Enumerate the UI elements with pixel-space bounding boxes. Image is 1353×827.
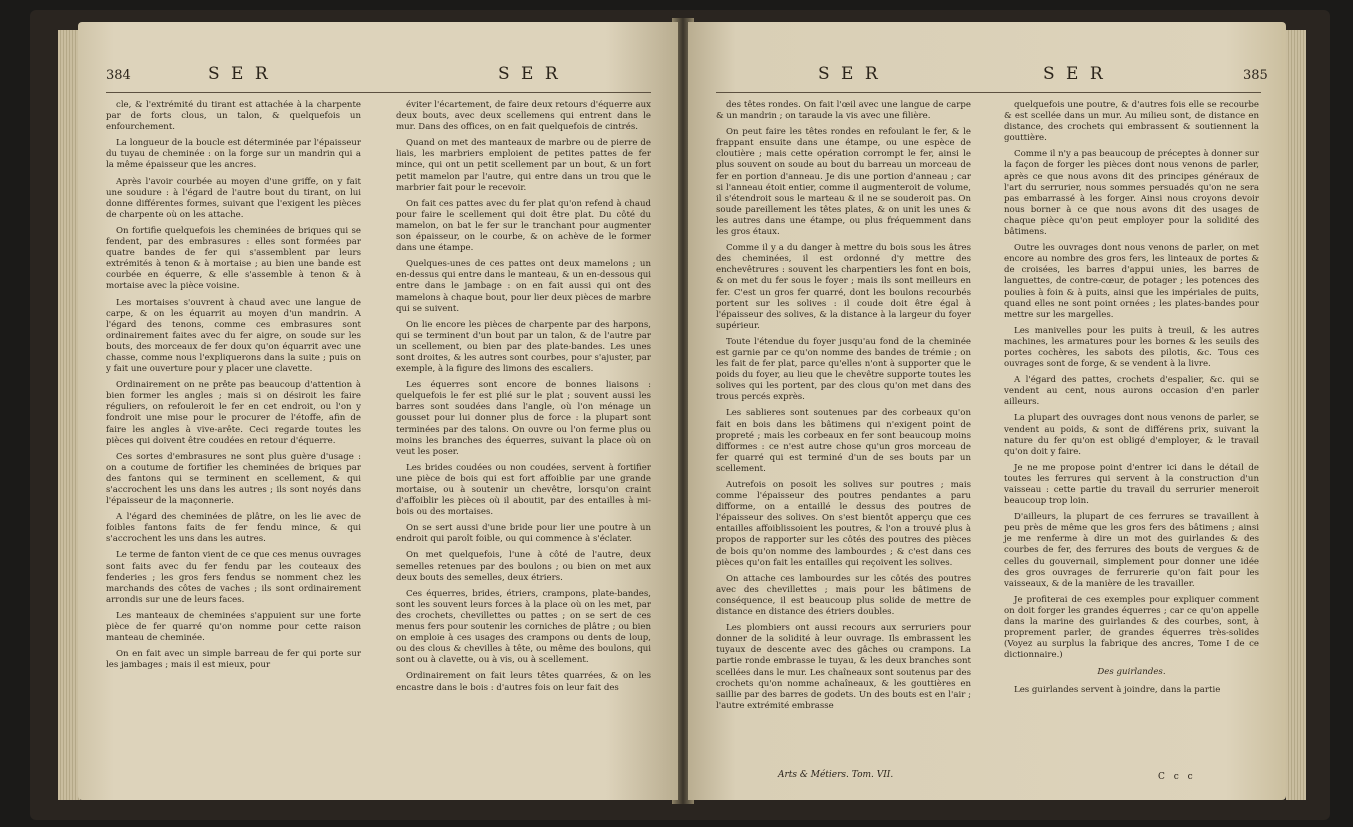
paragraph: Ordinairement on fait leurs têtes quarrées, & on les encastre dans le bois : d'autres fois on leur fait des: [396, 671, 651, 693]
paragraph: Ces équerres, brides, étriers, crampons, plate-bandes, sont les souvent leurs forces à la place où on les met, par des crochets, chevillettes ou pattes ; on se sert de ces menus fers pour soutenir les corniches de plâtre ; ou bien on emploie à ces usages des crampons ou dents de loup, ou des clous & chevilles à tête, ou même des boulons, qui sont ou à clavette, ou à vis, ou à scellement.: [396, 588, 651, 666]
page-edges-right: [1286, 30, 1306, 800]
paragraph: On peut faire les têtes rondes en refoulant le fer, & le frappant ensuite dans une étampe, ou une espèce de cloutière ; mais cette opération corrompt le fer, ainsi le plus souvent on soude au bout du barreau un morceau de fer en portion d'anneau. Je dis une portion d'anneau ; car si l'anneau étoit entier, comme il augmenteroit de volume, il s'étendroit sous le marteau & il ne se souderoit pas. On soude pareillement les têtes plates, & on unit les unes & les autres dans une étampe, ou plus fréquemment dans les gros étaux.: [716, 127, 971, 238]
paragraph: Quand on met des manteaux de marbre ou de pierre de liais, les marbriers emploient de petites pattes de fer mince, qui ont un petit scellement par un bout, & un fort petit mamelon par l'autre, qui entre dans un trou que le marbrier fait pour le recevoir.: [396, 138, 651, 193]
running-head-right: S E R: [498, 64, 561, 84]
text-column-2: [396, 100, 651, 699]
paragraph: Les mortaises s'ouvrent à chaud avec une langue de carpe, & on les équarrit au moyen d'un mandrin. A l'égard des tenons, comme ces embrasures sont ordinairement faites avec du fer aigre, on soude sur les bouts, des morceaux de fer doux qu'on équarrit avec une chasse, comme nous l'expliquerons dans la suite ; puis on y fait une ouverture pour y placer une clavette.: [106, 297, 361, 375]
paragraph: A l'égard des cheminées de plâtre, on les lie avec de foibles fantons faits de fer fendu mince, & qui s'accrochent les uns dans les autres.: [106, 512, 361, 545]
paragraph: cle, & l'extrémité du tirant est attachée à la charpente par de forts clous, un talon, & quelquefois un enfourchement.: [106, 100, 361, 133]
paragraph: La plupart des ouvrages dont nous venons de parler, se vendent au poids, & sont de différens prix, suivant la nature du fer qu'on est obligé d'employer, & le travail qu'on doit y faire.: [1004, 413, 1259, 457]
paragraph: Après l'avoir courbée au moyen d'une griffe, on y fait une soudure : à l'égard de l'autre bout du tirant, on lui donne différentes formes, suivant que l'exigent les pièces de charpente où on les attache.: [106, 176, 361, 220]
paragraph: On fortifie quelquefois les cheminées de briques qui se fendent, par des embrasures : elles sont formées par quatre bandes de fer qui s'assemblent par leurs extrémités à tenon & à mortaise ; au bien une bande est courbée en équerre, & elle s'assemble à tenon & à mortaise avec la pièce voisine.: [106, 225, 361, 292]
paragraph: Comme il y a du danger à mettre du bois sous les âtres des cheminées, il est ordonné d'y mettre des enchevêtrures : souvent les charpentiers les font en bois, & on met du fer sous le foyer ; mais ils sont meilleurs en fer. C'est un gros fer quarré, dont les boulons recourbés portent sur les solives : il coude doit être égal à l'épaisseur des solives, & la distance à la largeur du foyer supérieur.: [716, 243, 971, 331]
paragraph: On en fait avec un simple barreau de fer qui porte sur les jambages ; mais il est mieux, pour: [106, 649, 361, 671]
paragraph: Toute l'étendue du foyer jusqu'au fond de la cheminée est garnie par ce qu'on nomme des bandes de trémie ; on les fait de fer plat, parce qu'elles n'ont à supporter que le poids du foyer, au lieu que le chevêtre supporte toutes les solives qui les portent, par des clous qu'on met dans des trous percés exprès.: [716, 336, 971, 403]
running-head-left: S E R: [818, 64, 881, 84]
paragraph: On attache ces lambourdes sur les côtés des poutres avec des chevillettes ; mais pour les bâtimens de conséquence, il est beaucoup plus solide de mettre de distance en distance des étriers doubles.: [716, 573, 971, 618]
head-rule: [106, 92, 651, 93]
paragraph: Les manteaux de cheminées s'appuient sur une forte pièce de fer quarré qu'on nomme pour cette raison manteau de cheminée.: [106, 610, 361, 644]
text-column-1: [106, 100, 361, 676]
head-rule: [716, 92, 1261, 93]
paragraph: D'ailleurs, la plupart de ces ferrures se travaillent à peu près de même que les gros fers des bâtimens ; ainsi je me renferme à dire un mot des guirlandes & des courbes de fer, des ferrures des bouts de vergues & de celles du gouvernail, simplement pour donner une idée des gros ouvrages de ferrurerie qu'on fait pour les vaisseaux, & de la manière de les travailler.: [1004, 512, 1259, 589]
paragraph: Les brides coudées ou non coudées, servent à fortifier une pièce de bois qui est fort affoiblie par une grande mortaise, ou à soutenir un chevêtre, lorsqu'on craint d'affoiblir les pièces où il aboutit, par des entailles à mi-bois ou des mortaises.: [396, 462, 651, 518]
paragraph: La longueur de la boucle est déterminée par l'épaisseur du tuyau de cheminée : on la forge sur un mandrin qui a la même épaisseur que les ancres.: [106, 138, 361, 171]
paragraph: Le terme de fanton vient de ce que ces menus ouvrages sont faits avec du fer fendu par les couteaux des fenderies ; les gros fers fendus se nomment chez les marchands des côtes de vaches ; ils sont ordinairement arrondis sur une de leurs faces.: [106, 550, 361, 605]
page-number: 385: [1243, 68, 1268, 83]
paragraph: On lie encore les pièces de charpente par des harpons, qui se terminent d'un bout par un talon, & de l'autre par un scellement, ou bien par des plate-bandes. Les unes sont droites, & les autres sont courbes, pour s'ajuster, par exemple, à la figure des limons des escaliers.: [396, 319, 651, 375]
paragraph: des têtes rondes. On fait l'œil avec une langue de carpe & un mandrin ; on taraude la vis avec une filière.: [716, 100, 971, 122]
paragraph: Comme il n'y a pas beaucoup de préceptes à donner sur la façon de forger les pièces dont nous venons de parler, après ce que nous avons dit des principes généraux de l'art du serrurier, nous sommes persuadés qu'on ne sera pas embarrassé à les forger. Ainsi nous croyons devoir nous borner à ce que nous avons dit des usages de chaque pièce qu'on peut employer pour la solidité des bâtimens.: [1004, 149, 1259, 238]
section-subheading: Des guirlandes.: [1097, 667, 1166, 678]
paragraph: Je profiterai de ces exemples pour expliquer comment on doit forger les grandes équerres ; car ce qu'on appelle dans la marine des guirlandes & des courbes, sont, à proprement parler, de grandes équerres très-solides (Voyez au surplus la fabrique des ancres, Tome I de ce dictionnaire.): [1004, 594, 1259, 661]
paragraph: Les sablieres sont soutenues par des corbeaux qu'on fait en bois dans les bâtimens qui n'exigent point de propreté ; mais les corbeaux en fer sont beaucoup moins difformes : ce n'est autre chose qu'un gros morceau de fer quarré qui est terminé d'un de ses bouts par un scellement.: [716, 408, 971, 474]
paragraph: Je ne me propose point d'entrer ici dans le détail de toutes les ferrures qui servent à la construction d'un vaisseau : cette partie du travail du serrurier meneroit beaucoup trop loin.: [1004, 462, 1259, 507]
text-column-2: [1004, 100, 1259, 701]
paragraph: Outre les ouvrages dont nous venons de parler, on met encore au nombre des gros fers, les linteaux de portes & de croisées, les barres d'appui unies, les barres de languettes, de contre-cœur, de potager ; les potences des poulies à foin & à puits, ainsi que les impériales de puits, quand elles ne sont point ornées ; les plates-bandes pour mettre sur les margelles.: [1004, 243, 1259, 320]
paragraph: A l'égard des pattes, crochets d'espalier, &c. qui se vendent au cent, nous aurons occasion d'en parler ailleurs.: [1004, 375, 1259, 408]
paragraph: Les plombiers ont aussi recours aux serruriers pour donner de la solidité à leur ouvrage. Ils embrassent les tuyaux de descente avec des gâches ou crampons. La partie ronde embrasse le tuyau, & les deux branches sont scellées dans le mur. Les chaîneaux sont soutenus par des crochets qu'on nomme achaîneaux, & les gouttières en saillie par des barres de godets. Un des bouts est en l'air ; l'autre extrémité embrasse: [716, 623, 971, 711]
paragraph: Ordinairement on ne prête pas beaucoup d'attention à bien former les angles ; mais si on désiroit les faire réguliers, on refouleroit le fer en cet endroit, ou l'on y fondroit une mise pour le procurer de l'étoffe, afin de faire les angles à vive-arête. Ceci regarde toutes les pièces qui doivent être coudées en retour d'équerre.: [106, 380, 361, 446]
footer-gathering: C c c: [1158, 772, 1196, 782]
text-column-1: [716, 100, 971, 717]
running-head: [78, 62, 678, 92]
left-page: [78, 22, 678, 800]
paragraph: Ces sortes d'embrasures ne sont plus guère d'usage : on a coutume de fortifier les cheminées de briques par des fantons qui se terminent en scellement, & qui s'accrochent les uns dans les autres ; ils sont noyés dans l'épaisseur de la maçonnerie.: [106, 451, 361, 507]
right-page: [688, 22, 1286, 800]
paragraph: On met quelquefois, l'une à côté de l'autre, deux semelles retenues par des boulons ; ou bien on met aux deux bouts des semelles, deux étriers.: [396, 550, 651, 583]
paragraph: Les guirlandes servent à joindre, dans la partie: [1014, 684, 1221, 695]
running-head-left: S E R: [208, 64, 271, 84]
paragraph: On se sert aussi d'une bride pour lier une poutre à un endroit qui paroît foible, ou qui commence à s'éclater.: [396, 523, 651, 545]
running-head: [688, 62, 1286, 92]
paragraph: quelquefois une poutre, & d'autres fois elle se recourbe & est scellée dans un mur. Au milieu sont, de distance en distance, des crochets qui embrassent & soutiennent la gouttière.: [1004, 100, 1259, 144]
paragraph: éviter l'écartement, de faire deux retours d'équerre aux deux bouts, avec deux scellemens qui entrent dans le mur. Dans des offices, on en fait quelquefois de cintrés.: [396, 100, 651, 133]
paragraph: On fait ces pattes avec du fer plat qu'on refend à chaud pour faire le scellement qui doit être plat. Du côté du mamelon, on bat le fer sur le tranchant pour augmenter son épaisseur, on le courbe, & on achève de le former dans une étampe.: [396, 198, 651, 254]
footer-signature: Arts & Métiers. Tom. VII.: [778, 770, 894, 780]
paragraph: Les équerres sont encore de bonnes liaisons : quelquefois le fer est plié sur le plat ; souvent aussi les barres sont soudées dans l'angle, où l'on ménage un gousset pour lui donner plus de force : la plupart sont terminées par des talons. On ouvre ou l'on ferme plus ou moins les branches des équerres, suivant la place où on veut les poser.: [396, 380, 651, 457]
running-head-right: S E R: [1043, 64, 1106, 84]
page-number: 384: [106, 68, 131, 83]
paragraph: Les manivelles pour les puits à treuil, & les autres machines, les armatures pour les bornes & les seuils des portes cochères, les sabots des pilotis, &c. Tous ces ouvrages sont de forge, & se vendent à la livre.: [1004, 325, 1259, 370]
paragraph: Quelques-unes de ces pattes ont deux mamelons ; un en-dessus qui entre dans le manteau, & un en-dessous qui entre dans le jambage : on en fait aussi qui ont des mamelons à chaque bout, pour lier deux pièces de marbre qui se suivent.: [396, 259, 651, 314]
page-edges-left: [58, 30, 80, 800]
paragraph: Autrefois on posoit les solives sur poutres ; mais comme l'épaisseur des poutres pendantes a paru difforme, on a entaillé le dessus des poutres de l'épaisseur des solives. On s'est bientôt apperçu que ces entailles affoiblissoient les poutres, & l'on a trouvé plus à propos de rapporter sur les côtés des poutres des pièces de bois qu'on nomme des lambourdes ; & c'est dans ces pièces qu'on fait les entailles qui reçoivent les solives.: [716, 480, 971, 568]
